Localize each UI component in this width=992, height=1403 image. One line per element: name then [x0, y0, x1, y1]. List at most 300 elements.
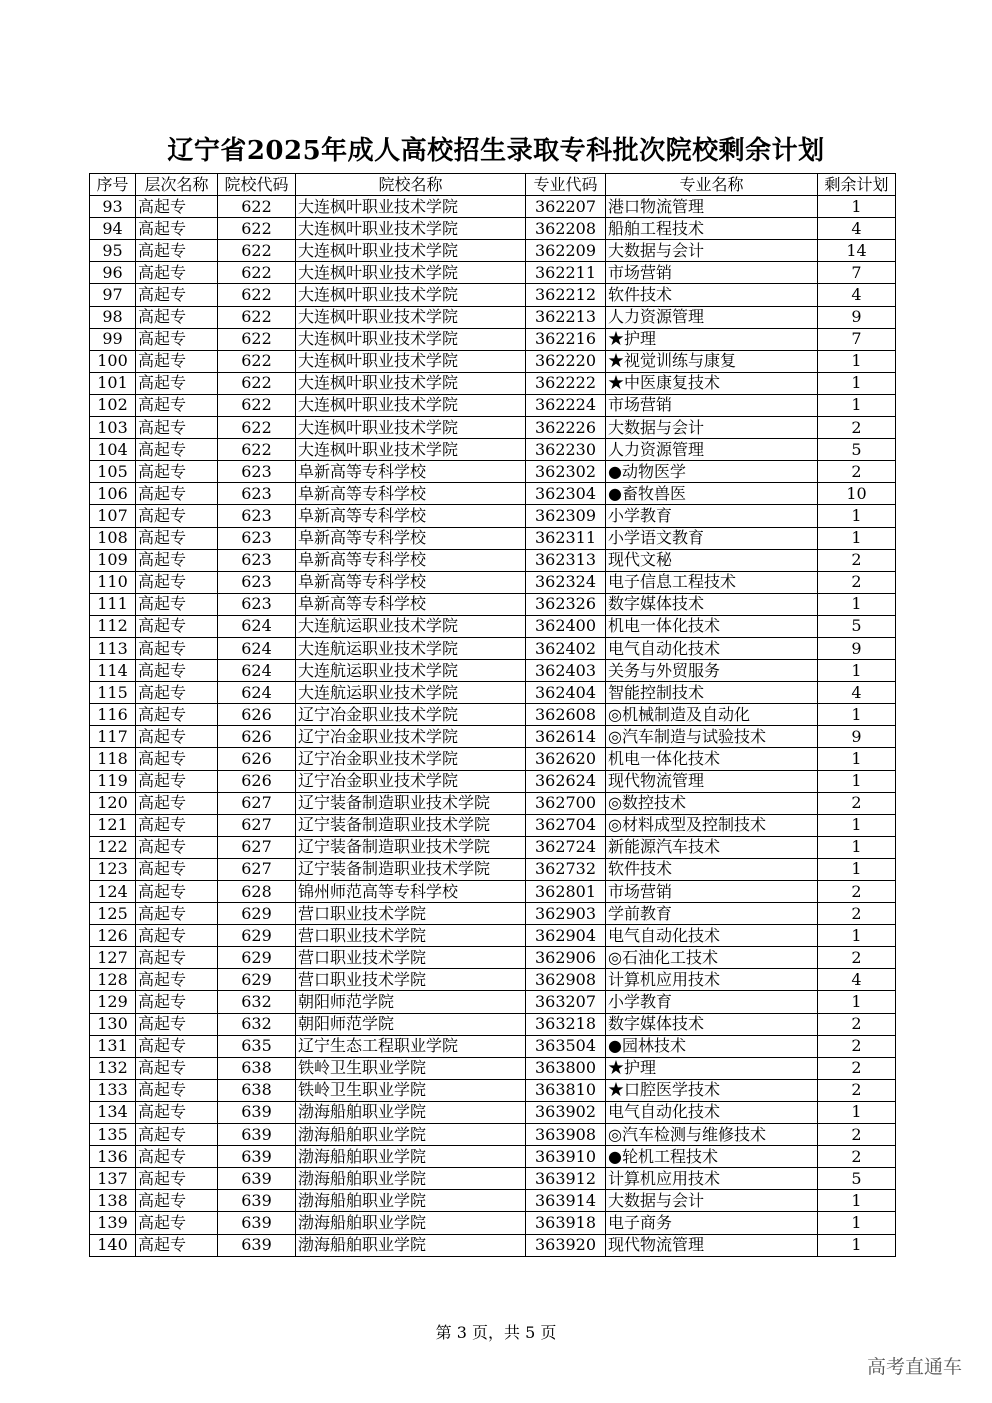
cell-level: 高起专: [136, 571, 218, 593]
cell-index: 136: [90, 1146, 136, 1168]
cell-school-code: 623: [218, 593, 296, 615]
page-footer: 第 3 页，共 5 页: [435, 1323, 557, 1342]
cell-level: 高起专: [136, 240, 218, 262]
cell-level: 高起专: [136, 903, 218, 925]
table-row: [90, 593, 896, 615]
cell-major-name: 机电一体化技术: [606, 748, 818, 770]
cell-school-code: 626: [218, 748, 296, 770]
cell-major-name: ★中医康复技术: [606, 372, 818, 394]
cell-major-name: 小学教育: [606, 991, 818, 1013]
cell-school-name: 阜新高等专科学校: [296, 461, 526, 483]
cell-remaining: 1: [818, 770, 896, 792]
cell-school-name: 营口职业技术学院: [296, 925, 526, 947]
cell-index: 101: [90, 372, 136, 394]
cell-level: 高起专: [136, 637, 218, 659]
table-row: [90, 836, 896, 858]
cell-major-name: 计算机应用技术: [606, 1168, 818, 1190]
cell-school-name: 大连枫叶职业技术学院: [296, 328, 526, 350]
cell-major-name: 现代物流管理: [606, 1234, 818, 1256]
cell-major-name: 新能源汽车技术: [606, 836, 818, 858]
table-row: [90, 1234, 896, 1256]
cell-major-code: 362624: [526, 770, 606, 792]
cell-major-code: 362211: [526, 262, 606, 284]
cell-index: 134: [90, 1101, 136, 1123]
cell-major-code: 362402: [526, 637, 606, 659]
cell-index: 107: [90, 505, 136, 527]
cell-index: 106: [90, 483, 136, 505]
table-row: [90, 394, 896, 416]
table-row: [90, 196, 896, 218]
cell-school-name: 朝阳师范学院: [296, 1013, 526, 1035]
table-row: [90, 1035, 896, 1057]
cell-major-name: 市场营销: [606, 394, 818, 416]
cell-major-code: 363800: [526, 1057, 606, 1079]
cell-level: 高起专: [136, 881, 218, 903]
cell-level: 高起专: [136, 549, 218, 571]
cell-major-code: 362704: [526, 814, 606, 836]
cell-remaining: 1: [818, 814, 896, 836]
cell-level: 高起专: [136, 1234, 218, 1256]
cell-school-name: 朝阳师范学院: [296, 991, 526, 1013]
table-row: [90, 903, 896, 925]
cell-school-code: 639: [218, 1168, 296, 1190]
cell-index: 116: [90, 704, 136, 726]
cell-major-name: 市场营销: [606, 262, 818, 284]
cell-school-name: 辽宁装备制造职业技术学院: [296, 792, 526, 814]
cell-school-code: 638: [218, 1057, 296, 1079]
cell-major-name: ◎汽车检测与维修技术: [606, 1124, 818, 1146]
cell-major-name: 大数据与会计: [606, 240, 818, 262]
table-row: [90, 925, 896, 947]
cell-level: 高起专: [136, 417, 218, 439]
cell-major-name: 软件技术: [606, 858, 818, 880]
cell-school-name: 渤海船舶职业学院: [296, 1234, 526, 1256]
cell-remaining: 2: [818, 1146, 896, 1168]
cell-school-code: 623: [218, 505, 296, 527]
cell-school-name: 铁岭卫生职业学院: [296, 1079, 526, 1101]
cell-school-name: 大连航运职业技术学院: [296, 682, 526, 704]
cell-major-name: 大数据与会计: [606, 1190, 818, 1212]
cell-school-code: 624: [218, 615, 296, 637]
cell-level: 高起专: [136, 1124, 218, 1146]
cell-index: 124: [90, 881, 136, 903]
cell-level: 高起专: [136, 284, 218, 306]
table-row: [90, 372, 896, 394]
cell-remaining: 10: [818, 483, 896, 505]
table-row: [90, 1101, 896, 1123]
cell-index: 123: [90, 858, 136, 880]
cell-level: 高起专: [136, 615, 218, 637]
cell-school-name: 大连枫叶职业技术学院: [296, 262, 526, 284]
cell-major-code: 362403: [526, 660, 606, 682]
cell-remaining: 1: [818, 394, 896, 416]
cell-remaining: 1: [818, 925, 896, 947]
cell-school-name: 营口职业技术学院: [296, 903, 526, 925]
cell-school-name: 大连枫叶职业技术学院: [296, 372, 526, 394]
cell-major-name: ◎材料成型及控制技术: [606, 814, 818, 836]
cell-remaining: 9: [818, 306, 896, 328]
cell-school-code: 624: [218, 682, 296, 704]
table-row: [90, 637, 896, 659]
cell-major-name: 小学教育: [606, 505, 818, 527]
cell-school-name: 渤海船舶职业学院: [296, 1190, 526, 1212]
cell-major-code: 363908: [526, 1124, 606, 1146]
cell-major-code: 362904: [526, 925, 606, 947]
cell-level: 高起专: [136, 1013, 218, 1035]
cell-index: 121: [90, 814, 136, 836]
cell-level: 高起专: [136, 372, 218, 394]
cell-level: 高起专: [136, 969, 218, 991]
table-row: [90, 1079, 896, 1101]
table-row: [90, 615, 896, 637]
cell-major-code: 362700: [526, 792, 606, 814]
cell-index: 118: [90, 748, 136, 770]
cell-remaining: 2: [818, 417, 896, 439]
cell-major-code: 362302: [526, 461, 606, 483]
cell-school-name: 大连枫叶职业技术学院: [296, 306, 526, 328]
cell-school-code: 623: [218, 461, 296, 483]
cell-major-code: 363918: [526, 1212, 606, 1234]
cell-level: 高起专: [136, 1057, 218, 1079]
cell-major-code: 362724: [526, 836, 606, 858]
table-row: [90, 483, 896, 505]
cell-school-name: 辽宁冶金职业技术学院: [296, 770, 526, 792]
cell-school-name: 渤海船舶职业学院: [296, 1101, 526, 1123]
cell-major-code: 362326: [526, 593, 606, 615]
table-row: [90, 527, 896, 549]
cell-school-code: 629: [218, 969, 296, 991]
table-row: [90, 947, 896, 969]
cell-school-name: 辽宁生态工程职业学院: [296, 1035, 526, 1057]
table-row: [90, 262, 896, 284]
cell-school-code: 622: [218, 240, 296, 262]
cell-school-code: 626: [218, 770, 296, 792]
cell-major-code: 362620: [526, 748, 606, 770]
cell-major-name: ◎数控技术: [606, 792, 818, 814]
cell-major-code: 363902: [526, 1101, 606, 1123]
cell-school-code: 639: [218, 1190, 296, 1212]
cell-major-code: 363810: [526, 1079, 606, 1101]
cell-index: 117: [90, 726, 136, 748]
table-row: [90, 1124, 896, 1146]
cell-school-code: 622: [218, 284, 296, 306]
cell-school-code: 624: [218, 637, 296, 659]
table-row: [90, 505, 896, 527]
cell-remaining: 1: [818, 593, 896, 615]
cell-school-code: 629: [218, 903, 296, 925]
cell-school-code: 629: [218, 925, 296, 947]
cell-index: 126: [90, 925, 136, 947]
cell-index: 132: [90, 1057, 136, 1079]
cell-level: 高起专: [136, 1146, 218, 1168]
cell-index: 98: [90, 306, 136, 328]
cell-remaining: 1: [818, 858, 896, 880]
cell-school-code: 638: [218, 1079, 296, 1101]
cell-major-code: 362903: [526, 903, 606, 925]
cell-school-name: 营口职业技术学院: [296, 969, 526, 991]
table-row: [90, 748, 896, 770]
cell-school-name: 辽宁冶金职业技术学院: [296, 726, 526, 748]
cell-major-name: 港口物流管理: [606, 196, 818, 218]
col-header-school-name: 院校名称: [296, 174, 526, 196]
cell-remaining: 2: [818, 1013, 896, 1035]
cell-school-name: 大连枫叶职业技术学院: [296, 284, 526, 306]
cell-major-code: 362311: [526, 527, 606, 549]
cell-major-name: 智能控制技术: [606, 682, 818, 704]
remaining-plan-table: [89, 173, 896, 1257]
table-row: [90, 439, 896, 461]
cell-school-code: 623: [218, 483, 296, 505]
cell-remaining: 2: [818, 947, 896, 969]
cell-major-code: 362908: [526, 969, 606, 991]
cell-level: 高起专: [136, 858, 218, 880]
cell-school-name: 营口职业技术学院: [296, 947, 526, 969]
cell-major-code: 362226: [526, 417, 606, 439]
cell-index: 109: [90, 549, 136, 571]
cell-index: 135: [90, 1124, 136, 1146]
cell-school-code: 635: [218, 1035, 296, 1057]
cell-remaining: 2: [818, 881, 896, 903]
cell-index: 129: [90, 991, 136, 1013]
cell-major-code: 362614: [526, 726, 606, 748]
cell-index: 114: [90, 660, 136, 682]
cell-level: 高起专: [136, 262, 218, 284]
cell-major-code: 363504: [526, 1035, 606, 1057]
cell-major-name: ●园林技术: [606, 1035, 818, 1057]
cell-level: 高起专: [136, 947, 218, 969]
table-row: [90, 549, 896, 571]
cell-school-name: 锦州师范高等专科学校: [296, 881, 526, 903]
cell-major-name: 电子商务: [606, 1212, 818, 1234]
cell-school-name: 阜新高等专科学校: [296, 549, 526, 571]
cell-school-code: 627: [218, 836, 296, 858]
cell-major-name: ★视觉训练与康复: [606, 350, 818, 372]
cell-major-code: 362213: [526, 306, 606, 328]
cell-major-name: 电气自动化技术: [606, 1101, 818, 1123]
cell-major-name: 机电一体化技术: [606, 615, 818, 637]
cell-major-name: 数字媒体技术: [606, 593, 818, 615]
cell-index: 122: [90, 836, 136, 858]
cell-school-name: 大连枫叶职业技术学院: [296, 218, 526, 240]
table-row: [90, 969, 896, 991]
table-row: [90, 770, 896, 792]
col-header-level: 层次名称: [136, 174, 218, 196]
cell-index: 128: [90, 969, 136, 991]
cell-school-name: 辽宁装备制造职业技术学院: [296, 836, 526, 858]
cell-major-code: 362313: [526, 549, 606, 571]
cell-major-code: 362324: [526, 571, 606, 593]
cell-index: 104: [90, 439, 136, 461]
cell-index: 130: [90, 1013, 136, 1035]
cell-major-name: ★口腔医学技术: [606, 1079, 818, 1101]
cell-remaining: 5: [818, 615, 896, 637]
cell-major-code: 362222: [526, 372, 606, 394]
cell-major-name: 人力资源管理: [606, 439, 818, 461]
cell-school-code: 623: [218, 571, 296, 593]
cell-index: 105: [90, 461, 136, 483]
cell-level: 高起专: [136, 682, 218, 704]
cell-school-name: 大连航运职业技术学院: [296, 660, 526, 682]
table-row: [90, 284, 896, 306]
cell-major-name: ◎机械制造及自动化: [606, 704, 818, 726]
cell-level: 高起专: [136, 836, 218, 858]
cell-level: 高起专: [136, 593, 218, 615]
cell-school-code: 622: [218, 328, 296, 350]
cell-level: 高起专: [136, 483, 218, 505]
cell-major-code: 363910: [526, 1146, 606, 1168]
cell-school-code: 639: [218, 1234, 296, 1256]
cell-school-name: 阜新高等专科学校: [296, 505, 526, 527]
cell-index: 95: [90, 240, 136, 262]
cell-major-code: 363920: [526, 1234, 606, 1256]
cell-school-code: 622: [218, 218, 296, 240]
cell-level: 高起专: [136, 814, 218, 836]
cell-school-code: 629: [218, 947, 296, 969]
cell-major-code: 362212: [526, 284, 606, 306]
cell-major-code: 363914: [526, 1190, 606, 1212]
cell-school-name: 渤海船舶职业学院: [296, 1212, 526, 1234]
cell-school-name: 辽宁冶金职业技术学院: [296, 704, 526, 726]
cell-level: 高起专: [136, 1035, 218, 1057]
cell-school-code: 624: [218, 660, 296, 682]
table-row: [90, 660, 896, 682]
cell-major-name: 电气自动化技术: [606, 637, 818, 659]
cell-school-name: 大连枫叶职业技术学院: [296, 417, 526, 439]
cell-major-code: 362230: [526, 439, 606, 461]
cell-school-name: 阜新高等专科学校: [296, 483, 526, 505]
cell-major-name: 关务与外贸服务: [606, 660, 818, 682]
cell-level: 高起专: [136, 505, 218, 527]
cell-major-code: 362216: [526, 328, 606, 350]
watermark: 高考直通车: [866, 1356, 962, 1378]
cell-school-code: 622: [218, 372, 296, 394]
table-row: [90, 350, 896, 372]
cell-index: 110: [90, 571, 136, 593]
cell-major-name: ◎汽车制造与试验技术: [606, 726, 818, 748]
cell-school-name: 大连航运职业技术学院: [296, 615, 526, 637]
cell-major-code: 363912: [526, 1168, 606, 1190]
cell-level: 高起专: [136, 306, 218, 328]
cell-index: 125: [90, 903, 136, 925]
cell-level: 高起专: [136, 660, 218, 682]
cell-index: 93: [90, 196, 136, 218]
cell-school-name: 大连航运职业技术学院: [296, 637, 526, 659]
cell-school-code: 622: [218, 417, 296, 439]
table-row: [90, 881, 896, 903]
cell-index: 139: [90, 1212, 136, 1234]
cell-school-name: 大连枫叶职业技术学院: [296, 394, 526, 416]
cell-index: 103: [90, 417, 136, 439]
table-row: [90, 417, 896, 439]
table-row: [90, 704, 896, 726]
cell-major-code: 362304: [526, 483, 606, 505]
cell-level: 高起专: [136, 218, 218, 240]
cell-level: 高起专: [136, 1168, 218, 1190]
table-row: [90, 1013, 896, 1035]
cell-remaining: 1: [818, 527, 896, 549]
cell-major-name: ●畜牧兽医: [606, 483, 818, 505]
cell-remaining: 1: [818, 350, 896, 372]
cell-major-code: 363207: [526, 991, 606, 1013]
cell-remaining: 1: [818, 1190, 896, 1212]
cell-school-code: 639: [218, 1124, 296, 1146]
cell-major-code: 362801: [526, 881, 606, 903]
cell-school-code: 627: [218, 792, 296, 814]
cell-school-code: 622: [218, 306, 296, 328]
cell-school-name: 辽宁装备制造职业技术学院: [296, 814, 526, 836]
table-header-row: [90, 174, 896, 196]
cell-remaining: 4: [818, 682, 896, 704]
cell-major-code: 362208: [526, 218, 606, 240]
cell-school-name: 阜新高等专科学校: [296, 593, 526, 615]
table-row: [90, 858, 896, 880]
cell-level: 高起专: [136, 1101, 218, 1123]
cell-remaining: 7: [818, 262, 896, 284]
table-row: [90, 328, 896, 350]
table-row: [90, 306, 896, 328]
col-header-remaining: 剩余计划: [818, 174, 896, 196]
cell-major-code: 362309: [526, 505, 606, 527]
cell-remaining: 9: [818, 726, 896, 748]
cell-major-name: ★护理: [606, 1057, 818, 1079]
cell-major-code: 362209: [526, 240, 606, 262]
cell-index: 94: [90, 218, 136, 240]
page-title: 辽宁省2025年成人高校招生录取专科批次院校剩余计划: [167, 136, 825, 166]
cell-school-code: 623: [218, 549, 296, 571]
cell-level: 高起专: [136, 527, 218, 549]
cell-level: 高起专: [136, 1079, 218, 1101]
cell-remaining: 1: [818, 1212, 896, 1234]
cell-remaining: 1: [818, 991, 896, 1013]
cell-major-name: 现代物流管理: [606, 770, 818, 792]
cell-remaining: 2: [818, 903, 896, 925]
cell-level: 高起专: [136, 461, 218, 483]
cell-major-name: 大数据与会计: [606, 417, 818, 439]
table-row: [90, 1212, 896, 1234]
col-header-index: 序号: [90, 174, 136, 196]
cell-major-name: 数字媒体技术: [606, 1013, 818, 1035]
cell-major-code: 362608: [526, 704, 606, 726]
cell-index: 113: [90, 637, 136, 659]
cell-major-name: 电子信息工程技术: [606, 571, 818, 593]
cell-index: 111: [90, 593, 136, 615]
cell-index: 100: [90, 350, 136, 372]
table-row: [90, 1168, 896, 1190]
cell-major-name: 学前教育: [606, 903, 818, 925]
cell-index: 137: [90, 1168, 136, 1190]
cell-school-code: 626: [218, 704, 296, 726]
cell-index: 138: [90, 1190, 136, 1212]
table-row: [90, 1190, 896, 1212]
cell-remaining: 14: [818, 240, 896, 262]
cell-index: 131: [90, 1035, 136, 1057]
cell-remaining: 5: [818, 439, 896, 461]
table-row: [90, 814, 896, 836]
col-header-major-code: 专业代码: [526, 174, 606, 196]
cell-school-name: 渤海船舶职业学院: [296, 1168, 526, 1190]
cell-index: 120: [90, 792, 136, 814]
cell-level: 高起专: [136, 439, 218, 461]
cell-school-name: 大连枫叶职业技术学院: [296, 439, 526, 461]
cell-school-code: 622: [218, 262, 296, 284]
cell-level: 高起专: [136, 726, 218, 748]
cell-level: 高起专: [136, 925, 218, 947]
cell-level: 高起专: [136, 196, 218, 218]
cell-school-name: 辽宁装备制造职业技术学院: [296, 858, 526, 880]
table-row: [90, 1057, 896, 1079]
cell-index: 97: [90, 284, 136, 306]
cell-school-code: 632: [218, 1013, 296, 1035]
